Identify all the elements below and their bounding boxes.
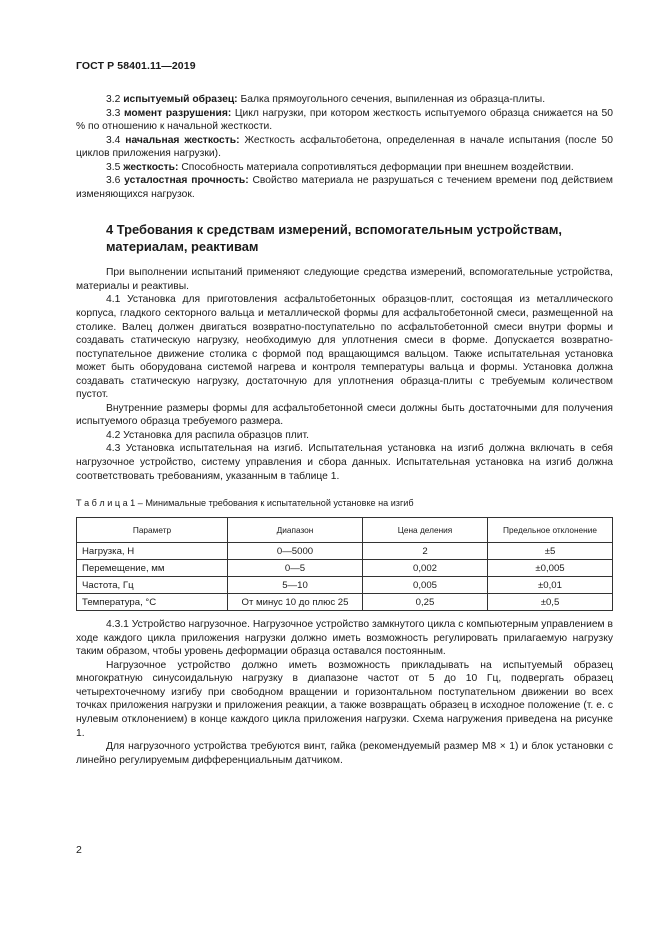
paragraph-4-1: 4.1 Установка для приготовления асфальтобетонных образцов-плит, состоящая из металлического корпуса, гладкого секторного вальца и металлической формы для асфальтобетонной смеси, размещенной на столике. Валец должен двигаться возвратно-поступательно по асфальтобетонной смеси внутри формы и создавать статическую нагрузку, необходимую для уплотнения смеси в форме. Допускается возвратно-поступательное движение столика с формой под вращающимся вальцом. Также испытательная установка может быть оборудована системой нагрева и контроля температуры вальца и формы. Установка должна создавать статическую нагрузку, достаточную для уплотнения образца-плиты с требуемым количеством пустот. — [76, 294, 613, 401]
term-3-5: 3.5 жесткость: Способность материала сопротивляться деформации при внешнем воздействии. — [106, 161, 574, 173]
cell-parameter: Перемещение, мм — [77, 560, 228, 577]
cell-deviation: ±0,01 — [488, 577, 613, 594]
paragraph-4-2: 4.2 Установка для распила образцов плит. — [106, 429, 309, 441]
col-header-parameter: Параметр — [77, 518, 228, 543]
cell-range: 5—10 — [228, 577, 363, 594]
paragraph-load-device: Нагрузочное устройство должно иметь возможность прикладывать на испытуемый образец многократную синусоидальную нагрузку в диапазоне частот от 5 до 10 Гц, подвергать образец четырехточечному изгибу при свободном вращении и горизонтальном поступательном движении во всех точках приложения нагрузки и приложения реакции, а также возвращать образец в исходное положение (т. е. с нулевым отклонением) в конце каждого цикла приложения нагрузки. Схема нагружения приведена на рисунке 1. — [76, 659, 613, 739]
cell-division: 2 — [363, 543, 488, 560]
term-3-6: 3.6 усталостная прочность: Свойство материала не разрушаться с течением времени под действием изменяющихся нагрузок. — [76, 175, 613, 200]
table-row — [77, 577, 613, 594]
cell-range: 0—5000 — [228, 543, 363, 560]
term-3-2: 3.2 испытуемый образец: Балка прямоугольного сечения, выпиленная из образца-плиты. — [106, 94, 546, 105]
cell-deviation: ±0,5 — [488, 594, 613, 611]
paragraph-4-3-1: 4.3.1 Устройство нагрузочное. Нагрузочное устройство замкнутого цикла с компьютерным управлением в ходе каждого цикла приложения нагрузки должно иметь возможность регулировать прилагаемую нагрузку таким образом, чтобы уровень деформации образца оставался постоянным. — [76, 619, 613, 658]
table-header-row — [77, 518, 613, 543]
col-header-division: Цена деления — [363, 518, 488, 543]
cell-range: 0—5 — [228, 560, 363, 577]
term-3-3: 3.3 момент разрушения: Цикл нагрузки, при котором жесткость испытуемого образца снижается на 50 % по отношению к начальной жесткости. — [76, 107, 613, 133]
paragraph-screw-nut: Для нагрузочного устройства требуются винт, гайка (рекомендуемый размер М8 × 1) и блок установки с линейно регулируемым дифференциальным датчиком. — [76, 741, 613, 766]
cell-division: 0,25 — [363, 594, 488, 611]
section-4-heading: 4 Требования к средствам измерений, вспомогательным устройствам, материалам, реактивам — [106, 222, 562, 254]
cell-division: 0,002 — [363, 560, 488, 577]
cell-division: 0,005 — [363, 577, 488, 594]
cell-parameter: Температура, °С — [77, 594, 228, 611]
cell-deviation: ±0,005 — [488, 560, 613, 577]
col-header-deviation: Предельное отклонение — [488, 518, 613, 543]
document-header: ГОСТ Р 58401.11—2019 — [76, 60, 196, 72]
table-row — [77, 594, 613, 611]
table-row — [77, 543, 613, 560]
cell-deviation: ±5 — [488, 543, 613, 560]
section-4-intro: При выполнении испытаний применяют следующие средства измерений, вспомогательные устройства, материалы и реактивы. — [76, 267, 613, 292]
table-1 — [76, 517, 613, 611]
page-number: 2 — [76, 844, 82, 856]
paragraph-4-3: 4.3 Установка испытательная на изгиб. Испытательная установка на изгиб должна включать в себя нагрузочное устройство, систему управления и сбора данных. Испытательная установка на изгиб должна соответствовать требованиям, указанным в таблице 1. — [76, 443, 613, 482]
page-content — [76, 93, 613, 767]
term-3-4: 3.4 начальная жесткость: Жесткость асфальтобетона, определенная в начале испытания (после 50 циклов приложения нагрузки). — [76, 134, 613, 160]
cell-parameter: Частота, Гц — [77, 577, 228, 594]
table-row — [77, 560, 613, 577]
cell-parameter: Нагрузка, Н — [77, 543, 228, 560]
cell-range: От минус 10 до плюс 25 — [228, 594, 363, 611]
paragraph-form-size: Внутренние размеры формы для асфальтобетонной смеси должны быть достаточными для получения испытуемого образца требуемого размера. — [76, 402, 613, 428]
table-1-caption: Т а б л и ц а 1 – Минимальные требования к испытательной установке на изгиб — [76, 498, 414, 509]
col-header-range: Диапазон — [228, 518, 363, 543]
